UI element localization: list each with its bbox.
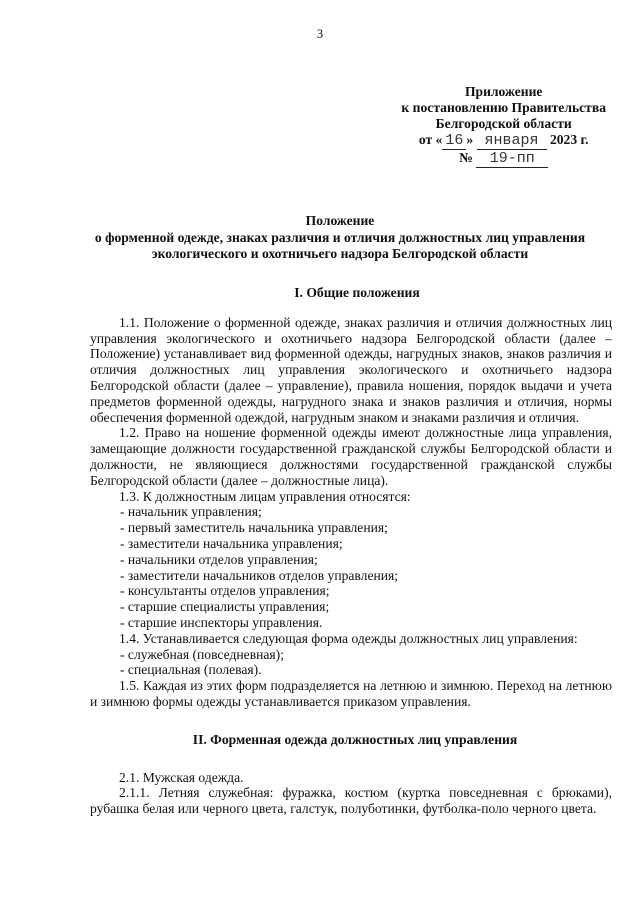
title-word: Положение	[305, 213, 375, 228]
title-line-1: о форменной одежде, знаках различия и отличия должностных лиц управления	[94, 230, 586, 245]
appendix-label: Приложение	[464, 84, 543, 99]
section-2-title: II. Форменная одежда должностных лиц управления	[192, 731, 518, 747]
paragraph-2-1: 2.1. Мужская одежда.	[119, 769, 244, 785]
appendix-number	[401, 150, 606, 168]
title-line-2: экологического и охотничьего надзора Белгородской области	[151, 246, 529, 261]
list-item: - первый заместитель начальника управления;	[120, 520, 388, 536]
list-item: - начальники отделов управления;	[120, 551, 318, 567]
officials-list	[90, 504, 612, 630]
paragraph-1-2: 1.2. Право на ношение форменной одежды имеют должностные лица управления, замещающие должности государственной гражданской службы Белгородской области и должности, не являющиеся должностями государственной гражданской службы Белгородской области (далее – должностные лица).	[90, 425, 612, 488]
number-prefix: №	[459, 150, 473, 165]
date-month: января	[477, 133, 547, 150]
forms-list	[90, 647, 612, 679]
page-number: 3	[316, 27, 324, 41]
list-item: - старшие инспекторы управления.	[120, 614, 323, 630]
appendix-region: Белгородской области	[435, 116, 572, 131]
appendix-resolution: к постановлению Правительства	[401, 100, 606, 115]
list-item: - специальная (полевая).	[120, 662, 262, 678]
date-day: 16	[442, 133, 466, 150]
list-item: - старшие специалисты управления;	[120, 599, 330, 615]
list-item: - консультанты отделов управления;	[120, 583, 330, 599]
paragraph-1-5: 1.5. Каждая из этих форм подразделяется на летнюю и зимнюю. Переход на летнюю и зимнюю формы одежды устанавливается приказом управления.	[90, 678, 612, 709]
list-item: - заместители начальника управления;	[120, 535, 343, 551]
document-body	[90, 285, 612, 817]
paragraph-1-1: 1.1. Положение о форменной одежде, знаках различия и отличия должностных лиц управления экологического и охотничьего надзора Белгородской области (далее – Положение) устанавливает вид форменной одежды, нагрудных знаков, знаков различия и отличия должностных лиц управления экологического и охотничьего надзора Белгородской области (далее – управление), правила ношения, порядок выдачи и учета предметов форменной одежды, нагрудного знака и знаков различия и отличия, нормы обеспечения форменной одеждой, нагрудным знаком и знаками различия и отличия.	[90, 314, 612, 425]
section-1-title: I. Общие положения	[294, 285, 420, 300]
paragraph-1-4: 1.4. Устанавливается следующая форма одежды должностных лиц управления:	[119, 630, 578, 646]
appendix-date	[401, 132, 606, 150]
paragraph-1-3: 1.3. К должностным лицам управления относятся:	[119, 488, 411, 504]
appendix-header	[401, 84, 606, 168]
date-year: 2023 г.	[549, 132, 589, 147]
number-value: 19-пп	[476, 151, 548, 168]
list-item: - начальник управления;	[120, 504, 262, 520]
date-prefix: от «	[418, 132, 443, 147]
list-item: - заместители начальников отделов управления;	[120, 567, 399, 583]
list-item: - служебная (повседневная);	[120, 646, 284, 662]
date-close: »	[466, 132, 474, 147]
paragraph-2-1-1: 2.1.1. Летняя служебная: фуражка, костюм (куртка повседневная с брюками), рубашка белая или черного цвета, галстук, полуботинки, футболка-поло черного цвета.	[90, 785, 612, 817]
document-title	[60, 213, 620, 262]
